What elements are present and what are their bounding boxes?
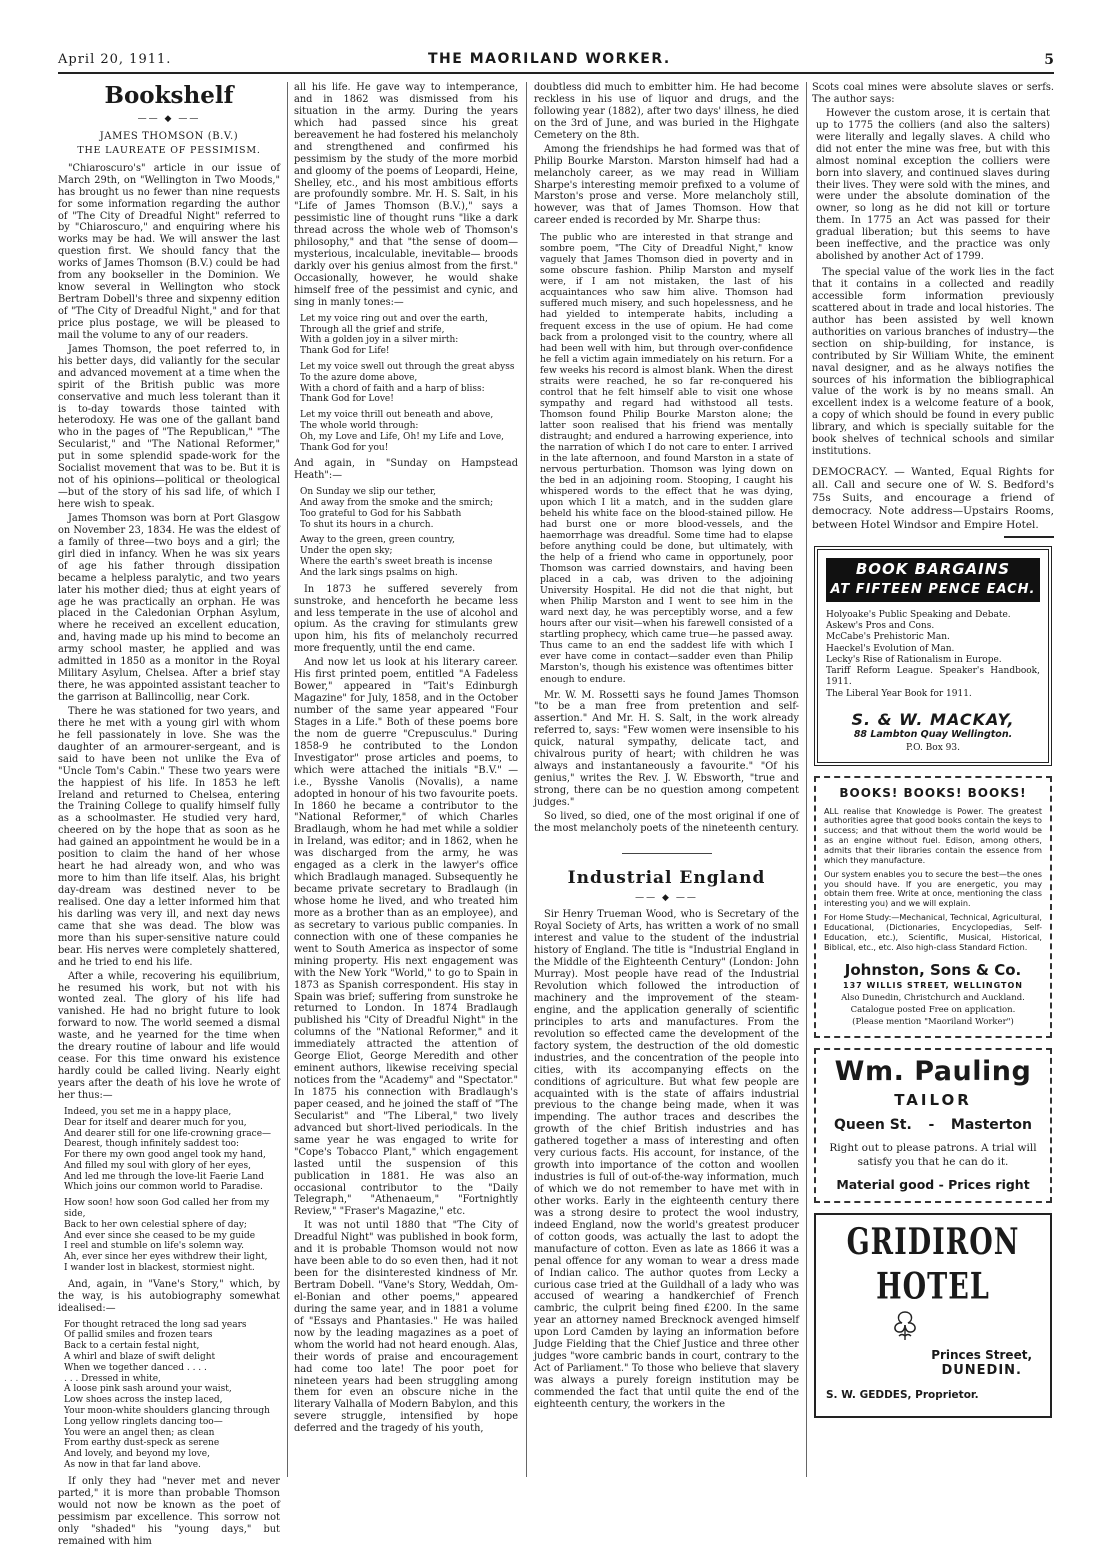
poem-line: The whole world through: — [300, 420, 419, 431]
paragraph: There he was stationed for two years, and there he met with a young girl with whom he fell passionately in love. She was the daughter of an armourer-sergeant, and is said to have been not unlike the Eva of "Uncle Tom's Cabin." These two years were the happiest of his life. In 1853 he left Ireland and returned to Chelsea, entering the Training College to qualify himself fully as a schoolmaster. He studied very hard, cheered on by the hope that as soon as he had gained an appointment he would be in a position to claim the hand of her whose heart he had already won, and who was more to him than life itself. Alas, his bright day-dream was destined never to be realised. One day a letter informed him that his darling was very ill, and next day news came that she was dead. The blow was more than his super-sensitive nature could bear. His nerves were completely shattered, and he tried to end his life. — [58, 705, 280, 968]
paragraph: After a while, recovering his equilibrium, he resumed his work, but not with his wonted zeal. The glory of his life had vanished. He had no bright future to look forward to now. The world seemed a dismal waste, and he yearned for the time when the dreary routine of labour and life would cease. For this time onward his existence hardly could be called living. Nearly eight years after the death of his love he wrote of her thus:— — [58, 970, 280, 1101]
tailor-name: Wm. Pauling — [834, 1055, 1032, 1087]
poem-line: When we together danced . . . . — [64, 1362, 207, 1373]
column-rule — [526, 82, 527, 1477]
column-rule — [287, 82, 288, 1477]
poem-line: Back to her own celestial sphere of day; — [64, 1219, 247, 1230]
poem-line: And away from the smoke and the smirch; — [300, 498, 494, 509]
pauling-tailor-ad — [814, 1048, 1052, 1203]
page-header — [58, 52, 1054, 74]
fleur-ornament-icon — [870, 1308, 940, 1342]
paragraph: James Thomson, the poet referred to, in his better days, did valiantly for the secular and advanced movement at a time when the spirit of the British public was more conservative and much less tolerant than it is to-day towards those tainted with heterodoxy. He was one of the gallant band who in the pages of "The Republican," "The Secularist," and "The National Reformer," put in some splendid spade-work for the Socialist movement that was to be. But it is not of his opinions—political or theological—but of the story of his sad life, of which I here wish to speak. — [58, 343, 280, 511]
poem-line: Thank God for you! — [300, 442, 389, 453]
poem-line: For thought retraced the long sad years — [64, 1319, 247, 1330]
poem-line: Through all the grief and strife, — [300, 324, 445, 335]
company-address: 137 WILLIS STREET, WELLINGTON — [843, 980, 1023, 990]
poem-line: I wander lost in blackest, stormiest night. — [64, 1263, 255, 1274]
paragraph: Mr. W. M. Rossetti says he found James Thomson "to be a man free from pretention and self-assertion." And Mr. H. S. Salt, in the work already referred to, says: "Few women were insensible to his quick, natural sympathy, delicate tact, and chivalrous purity of heart; with children he was always and instantaneously a favourite." "Of his genius," writes the Rev. J. W. Ebsworth, "true and strong, there can be no question among competent judges." — [534, 689, 799, 808]
paragraph: James Thomson was born at Port Glasgow on November 23, 1834. He was the eldest of a family of three—two boys and a girl; the girl died in infancy. When he was six years of age his father through dissipation became a helpless paralytic, and two years later his mother died; thus at eight years of age he was practically an orphan. He was placed in the Caledonian Orphan Asylum, where he received an excellent education, and, having made up his mind to become an army school master, he applied and was admitted in 1850 as a monitor in the Royal Military Asylum, Chelsea. After a brief stay there, he was appointed assistant teacher to the garrison at Ballincollig, near Cork. — [58, 512, 280, 704]
newspaper-title: THE MAORILAND WORKER. — [428, 51, 671, 67]
tailor-location — [824, 1117, 1042, 1134]
poem-line: And dearer still for one life-crowning grace— — [64, 1128, 272, 1139]
hotel-street: Princes Street, — [931, 1348, 1032, 1363]
poem-excerpt — [62, 1320, 280, 1471]
paragraph: So lived, so died, one of the most original if one of the most melancholy poets of the nineteenth century. — [534, 810, 799, 834]
hotel-city: DUNEDIN. — [941, 1363, 1022, 1379]
poem-line: Let my voice ring out and over the earth, — [300, 313, 488, 324]
street-name: Queen St. — [834, 1116, 912, 1133]
paragraph: In 1873 he suffered severely from sunstroke, and henceforth he became less and less temperate in the use of alcohol and opium. As the craving for stimulants grew upon him, his fits of melancholy recurred more frequently, until the end came. — [294, 583, 518, 655]
poem-line: On Sunday we slip our tether, — [300, 487, 436, 498]
trade-label: TAILOR — [894, 1090, 972, 1109]
poem-line: Indeed, you set me in a happy place, — [64, 1106, 232, 1117]
hotel-name: GRIDIRON HOTEL — [846, 1221, 1020, 1308]
gridiron-hotel-ad — [814, 1213, 1052, 1418]
tailor-pitch: Right out to please patrons. A trial will satisfy you that he can do it. — [829, 1142, 1037, 1168]
paragraph: If only they had "never met and never parted," it is more than probable Thomson would not now be known as the poet of pessimism par excellence. This sorrow not only "shaded" his "young days," but remained with him — [58, 1475, 280, 1547]
poem-line: Which joins our common world to Paradise. — [64, 1182, 263, 1193]
poem-line: Thank God for Life! — [300, 346, 390, 357]
poem-excerpt — [298, 487, 518, 578]
seller-address: 88 Lambton Quay Wellington. — [853, 729, 1013, 741]
ornament-divider: —— ◆ —— — [137, 114, 201, 125]
poem-line: And the lark sings psalms on high. — [300, 567, 458, 578]
democracy-ad: DEMOCRACY. — Wanted, Equal Rights for all. Call and secure one of W. S. Bedford's 75s Suits, and encourage a friend of democracy. Note address—Upstairs Rooms, between Hotel Windsor and Empire Hotel. — [812, 466, 1054, 531]
poem-line: As now in that far land above. — [64, 1460, 201, 1471]
book-bargains-heading: BOOK BARGAINS — [826, 558, 1040, 580]
poem-line: Ah, ever since her eyes withdrew their light, — [64, 1252, 268, 1263]
paragraph: Scots coal mines were absolute slaves or serfs. The author says: — [812, 82, 1054, 105]
article-heading: JAMES THOMSON (B.V.) — [99, 131, 239, 143]
mention-note: (Please mention "Maoriland Worker") — [852, 1017, 1014, 1028]
list-item: Tariff Reform League. Speaker's Handbook, 1911. — [826, 666, 1040, 688]
column-1 — [58, 82, 280, 1547]
johnston-books-ad — [814, 776, 1052, 1038]
page-number: 5 — [1044, 52, 1054, 68]
book-bargains-subheading: AT FIFTEEN PENCE EACH. — [826, 580, 1040, 602]
paragraph: And again, in "Sunday on Hampstead Heath":— — [294, 458, 518, 482]
list-item: Askew's Pros and Cons. — [826, 621, 935, 632]
paragraph: Sir Henry Trueman Wood, who is Secretary of the Royal Society of Arts, has written a work of no small interest and value to the student of the industrial history of England. The title is "Industrial England in the Middle of the Eighteenth Century" (London: John Murray). Most people have read of the Industrial Revolution which followed the introduction of machinery and the improvement of the steam-engine, and the application generally of scientific principles to arts and manufactures. From the revolution so effected came the development of the factory system, the destruction of the old domestic industries, and the concentration of the people into cities, with its accompanying effects on the conditions of agriculture. But what few people are acquainted with is the state of affairs industrial previous to the change being made, when it was impending. The author traces and describes the growth of the chief British industries and has gathered together a mass of interesting and often very curious facts. His account, for instance, of the growth into importance of the cotton and woollen industries is full of out-of-the-way information, much of which we do not remember to have met with in other works. Early in the eighteenth century there was a strong desire to protect the wool industry, indeed England, now the world's greatest producer of cotton goods, was actually the last to adopt the manufacture of cotton. Even as late as 1866 it was a penal offence for any woman to wear a dress made of Indian calico. The author quotes from Lecky a curious case tried at the Guildhall of a lady who was accused of wearing a handkerchief of French cambric, the culprit being fined £200. In the same year an attorney named Brecknock avenged himself upon Lord Camden by laying an information before Judge Fielding that the Chief Justice and three other judges "wore cambric bands in court, contrary to the Act of Parliament." To those who believe that slavery was always a purely foreign institution may be commended the fact that until quite the end of the eighteenth century, the workers in the — [534, 909, 799, 1410]
poem-line: Oh, my Love and Life, Oh! my Life and Love, — [300, 431, 505, 442]
column-4 — [812, 82, 1054, 1477]
poem-line: With a golden joy in a silver mirth: — [300, 335, 459, 346]
paragraph: all his life. He gave way to intemperance, and in 1862 was dismissed from his situation in the army. During the years which had passed since his great bereavement he had fostered his melancholy and strengthened and confirmed his pessimism by the study of the more morbid and gloomy of the poems of Leopardi, Heine, Shelley, etc., and his most ambitious efforts are profoundly sombre. Mr. H. S. Salt, in his "Life of James Thomson (B.V.)," says a pessimistic line of thought runs "like a dark thread across the whole web of Thomson's philosophy," and that "the sense of doom—mysterious, incalculable, inevitable— broods darkly over his genius almost from the first." Occasionally, however, he would shake himself free of the pessimist and cynic, and sing in manly tones:— — [294, 82, 518, 308]
section-divider — [622, 853, 712, 854]
poem-line: Back to a certain festal night, — [64, 1341, 200, 1352]
books-heading: BOOKS! BOOKS! BOOKS! — [839, 785, 1027, 800]
poem-excerpt — [298, 314, 518, 454]
quoted-paragraph: However the custom arose, it is certain that up to 1775 the colliers (and also the salters) were literally and legally slaves. A child who did not enter the mine was free, but with this almost nominal exception the colliers were born into slavery, and continued slaves during their lives. They were sold with the mines, and were under the absolute domination of the owner, so long as he did not kill or torture them. In 1775 an Act was passed for their gradual liberation; but this seems to have been ineffective, and the practice was only abolished by another Act of 1799. — [816, 107, 1050, 263]
quoted-passage: The public who are interested in that strange and sombre poem, "The City of Dreadful Night," know vaguely that James Thomson died in poverty and in some obscure fashion. Philip Marston and myself were, if I am not mistaken, the last of his acquaintances who saw him alive. Thomson had suffered much misery, and such hopelessness, and he had yielded to intemperate habits, including a frequent excess in the use of opium. He had come back from a prolonged visit to the country, where all had been well with him, but through over-confidence he fell a victim again immediately on his return. For a few weeks his record is almost blank. When the direst straits were reached, he so far re-conquered his control that he felt himself able to visit one whose sympathy and regard had withstood all tests. Thomson found Philip Bourke Marston alone; the latter soon realised that his friend was mentally distraught; and endured a harrowing experience, into the narration of which I do not care to enter. I arrived in the late afternoon, and found Marston in a state of nervous perturbation. Thomson was lying down on the bed in an adjoining room. Stooping, I caught his whispered words to the effect that he was dying, upon which I lit a match, and in the sudden glare beheld his white face on the blood-stained pillow. He had burst one or more blood-vessels, and the haemorrhage was dreadful. Some time had to elapse before anything could be done, but ultimately, with the help of a friend who came in opportunely, poor Thomson was carried downstairs, and having been placed in a cab, was driven to the adjoining University Hospital. He did not die that night, but when Philip Marston and I went to see him in the ward next day, he was perceptibly worse, and a few hours after our visit—when his farewell consisted of a startling prophecy, which came true—he passed away. Thus came to an end the saddest life with which I ever have come in contact—sadder even than Philip Marston's, though his existence was oftentimes bitter enough to endure. — [540, 232, 793, 685]
poem-line: And filled my soul with glory of her eyes, — [64, 1160, 251, 1171]
column-rule — [806, 82, 807, 1477]
poem-line: For there my own good angel took my hand, — [64, 1150, 266, 1161]
poem-line: With a chord of faith and a harp of bliss: — [300, 383, 485, 394]
poem-line: How soon! how soon God called her from my side, — [64, 1198, 270, 1220]
poem-line: A whirl and blaze of swift delight — [64, 1352, 216, 1363]
issue-date: April 20, 1911. — [58, 52, 172, 67]
section-title-industrial-england: Industrial England — [567, 867, 766, 888]
paragraph: And now let us look at his literary career. His first printed poem, entitled "A Fadeless Bower," appeared in "Tait's Edinburgh Magazine" for July, 1858, and in the October number of the same year appeared "Four Stages in a Life." Both of these poems bore the nom de guerre "Crepusculus." During 1858-9 he contributed to the London Investigator" prose articles and poems, to which were attached the initials "B.V." — i.e., Bysshe Vanolis (Novalis), a name adopted in honour of his two favourite poets. In 1860 he became a contributor to the "National Reformer," of which Charles Bradlaugh, whom he had met while a soldier in Ireland, was editor; and in 1862, when he was discharged from the army, he was engaged as a clerk in the lawyer's office which Bradlaugh managed. Subsequently he became private secretary to Bradlaugh (in whose home he lived, and who treated him more as a brother than as an employee), and as secretary to various public companies. In connection with one of these companies he went to South America as inspector of some mining property. His next engagement was with the New York "World," to go to Spain in 1873 as Spanish correspondent. His stay in Spain was brief; suffering from sunstroke he returned to London. In 1874 Bradlaugh published his "City of Dreadful Night" in the columns of the "National Reformer," and it immediately attracted the attention of George Eliot, George Meredith and other eminent authors, likewise receiving special notices from the "Academy" and "Spectator." In 1875 his connection with Bradlaugh's paper ceased, and he joined the staff of "The Secularist" and "The Liberal," two lively advanced but short-lived periodicals. In the same year he was engaged to write for "Cope's Tobacco Plant," which engagement lasted until the suspension of this publication in 1881. He was also an occasional contributor to the "Daily Telegraph," "Athenaeum," "Fortnightly Review," "Fraser's Magazine," etc. — [294, 657, 518, 1218]
poem-line: And ever since she ceased to be my guide — [64, 1230, 256, 1241]
poem-line: Long yellow ringlets dancing too— — [64, 1416, 223, 1427]
list-item: Lecky's Rise of Rationalism in Europe. — [826, 654, 1002, 665]
poem-line: Away to the green, green country, — [300, 535, 455, 546]
ad-body: For Home Study:—Mechanical, Technical, Agricultural, Educational, (Dictionaries, Encyclopedias, Self-Education, etc.), Scientific, Musical, Historical, Biblical, etc., etc. Also high-class Standard Fiction. — [824, 912, 1042, 952]
seller-name: S. & W. MACKAY, — [851, 709, 1015, 729]
poem-line: . . . Dressed in white, — [64, 1373, 161, 1384]
ad-body: Our system enables you to secure the best—the ones you should have. If you are energetic, you may obtain them free. Write at once, mentioning the class interesting you) and we will explain. — [824, 868, 1042, 909]
list-item: McCabe's Prehistoric Man. — [826, 632, 950, 643]
poem-line: A loose pink sash around your waist, — [64, 1384, 232, 1395]
list-item: Holyoake's Public Speaking and Debate. — [826, 609, 1011, 620]
ad-body: ALL realise that Knowledge is Power. The greatest authorities agree that good books contain the keys to success; and that without them the world would be as an engine without fuel. Edison, among others, admits that their libraries contain the essence from which they manufacture. — [824, 805, 1042, 865]
poem-line: And lovely, and beyond my love, — [64, 1449, 210, 1460]
article-subheading: THE LAUREATE OF PESSIMISM. — [77, 145, 261, 157]
column-3 — [534, 82, 799, 1477]
poem-line: Dear for itself and dearer much for you, — [64, 1117, 247, 1128]
poem-line: Under the open sky; — [300, 546, 393, 557]
paragraph: "Chiaroscuro's" article in our issue of March 29th, on "Wellington in Two Moods," has brought us no fewer than nine requests for some information regarding the author of "The City of Dreadful Night" referred to by "Chiaroscuro," and enquiring where his works may be had. We will answer the last question first. We should fancy that the works of James Thomson (B.V.) could be had from any bookseller in the Dominion. We know several in Wellington who stock Bertram Dobell's three and sixpenny edition of "The City of Dreadful Night," and for that price plus postage, we will be pleased to mail the volume to any of our readers. — [58, 162, 280, 341]
paragraph: doubtless did much to embitter him. He had become reckless in his use of liquor and drugs, and the following year (1882), after two days' illness, he died on the 3rd of June, and was buried in the Highgate Cemetery on the 8th. — [534, 82, 799, 141]
poem-line: And led me through the love-lit Faerie Land — [64, 1171, 264, 1182]
poem-line: You were an angel then; as clean — [64, 1427, 215, 1438]
paragraph: The special value of the work lies in the fact that it contains in a collected and readily accessible form information previously scattered about in trade and local histories. The author has been assisted by well known authorities on various branches of industry—the section on ship-building, for instance, is contributed by Sir William White, the eminent naval designer, and as he always notifies the sources of his information the bibliographical value of the work is by no means small. An excellent index is a welcome feature of a book, a copy of which should be found in every public library, and which is specially suitable for the book shelves of technical schools and similar institutions. — [812, 267, 1054, 458]
company-name: Johnston, Sons & Co. — [844, 960, 1022, 979]
town-name: Masterton — [950, 1116, 1032, 1133]
paragraph: And, again, in "Vane's Story," which, by the way, is his autobiography somewhat idealised:— — [58, 1278, 280, 1314]
separator-dash: - — [928, 1116, 935, 1133]
poem-excerpt — [62, 1107, 280, 1274]
branch-list: Also Dunedin, Christchurch and Auckland. — [841, 992, 1025, 1003]
poem-line: Dearest, though infinitely saddest too: — [64, 1139, 240, 1150]
poem-line: From earthy dust-speck as serene — [64, 1438, 220, 1449]
book-bargains-ad — [814, 546, 1052, 766]
po-box: P.O. Box 93. — [906, 742, 960, 753]
paragraph: Among the friendships he had formed was that of Philip Bourke Marston. Marston himself had had a melancholy career, as we may read in William Sharpe's interesting memoir prefixed to a volume of Marston's prose and verse. More melancholy still, however, was that of James Thomson. How that career ended is recorded by Mr. Sharpe thus: — [534, 143, 799, 227]
catalogue-note: Catalogue posted Free on application. — [850, 1004, 1016, 1015]
list-item: The Liberal Year Book for 1911. — [826, 688, 972, 699]
poem-line: To the azure dome above, — [300, 372, 418, 383]
column-2 — [294, 82, 518, 1477]
poem-line: I reel and stumble on life's solemn way. — [64, 1241, 244, 1252]
hotel-proprietor: S. W. GEDDES, Proprietor. — [826, 1388, 979, 1401]
list-item: Haeckel's Evolution of Man. — [826, 643, 955, 654]
ad-rule — [1004, 536, 1054, 538]
tailor-tagline: Material good - Prices right — [836, 1177, 1030, 1193]
ornament-divider: —— ◆ —— — [635, 892, 698, 903]
poem-line: Where the earth's sweet breath is incense — [300, 557, 493, 568]
poem-line: Your moon-white shoulders glancing through — [64, 1406, 270, 1417]
poem-line: Low shoes across the instep laced, — [64, 1395, 223, 1406]
poem-line: Thank God for Love! — [300, 394, 394, 405]
section-title-bookshelf: Bookshelf — [104, 82, 234, 109]
poem-line: Let my voice thrill out beneath and above, — [300, 410, 494, 421]
poem-line: Too grateful to God for his Sabbath — [300, 508, 462, 519]
poem-line: To shut its hours in a church. — [300, 519, 434, 530]
paragraph: It was not until 1880 that "The City of Dreadful Night" was published in book form, and it is probable Thomson would not now have been able to do so even then, had it not been for the disinterested kindness of Mr. Bertram Dobell. "Vane's Story, Weddah, Om-el-Bonian and other poems," appeared during the same year, and in 1881 a volume of "Essays and Phantasies." He was hailed now by the leading magazines as a poet of whom the world had not heard enough. Alas, their words of praise and encouragement had come too late! The poor poet for nineteen years had been struggling among them for even an obscure niche in the literary Valhalla of Modern Babylon, and this severe struggle, intensified by hope deferred and the tragedy of his youth, — [294, 1220, 518, 1435]
poem-line: Let my voice swell out through the great abyss — [300, 362, 515, 372]
poem-line: Of pallid smiles and frozen tears — [64, 1330, 213, 1341]
